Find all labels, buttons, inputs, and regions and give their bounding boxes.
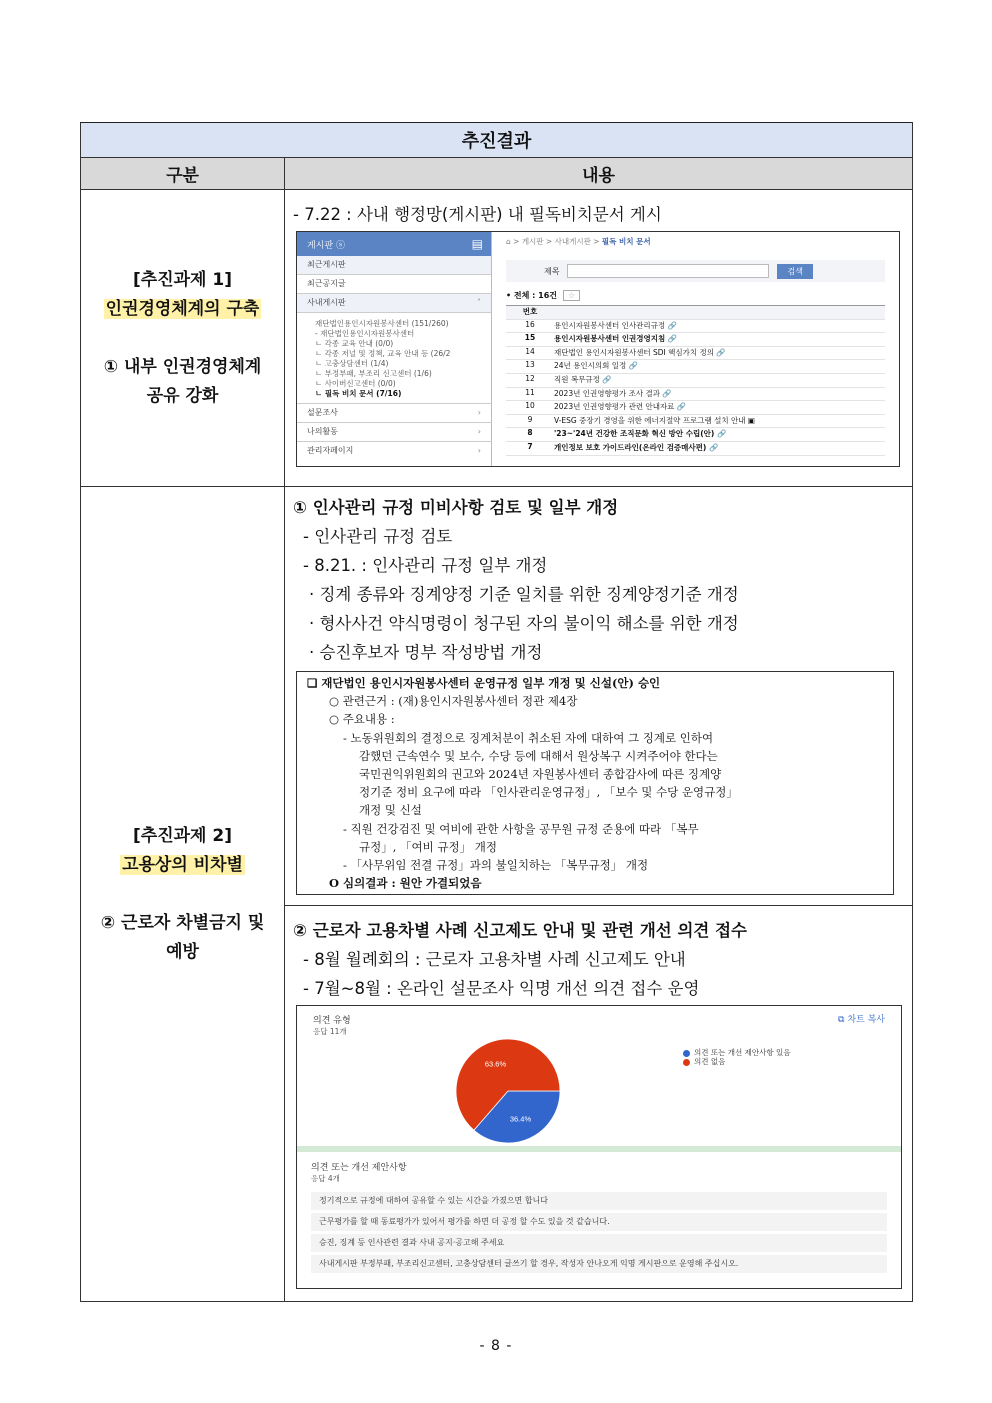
post-title[interactable]: 24년 용인시의회 일정 🔗 — [554, 360, 885, 374]
search-button[interactable]: 검색 — [777, 264, 812, 279]
task2-subtitle-1: ② 근로자 차별금지 및 — [100, 912, 265, 933]
table-row[interactable] — [506, 346, 885, 360]
results-table — [80, 122, 913, 1302]
board-sub-item[interactable]: ㄴ 부정부패, 부조리 신고센터 (1/6) — [315, 369, 432, 378]
post-num: 11 — [506, 387, 554, 401]
pie-slice-label: 63.6% — [484, 1059, 507, 1069]
breadcrumb — [506, 236, 885, 250]
survey-response-count: 응답 11개 — [313, 1027, 347, 1037]
task2-subtitle-2: 예방 — [166, 941, 199, 962]
copy-icon: ⧉ — [838, 1015, 845, 1026]
board-main — [492, 232, 899, 466]
board-side-title: 게시판 ⓢ — [307, 240, 345, 251]
answer-item: 사내게시판 부정부패, 부조리신고센터, 고충상담센터 글쓰기 할 경우, 작성자 안나오게 익명 게시판으로 운영해 주십시오. — [311, 1255, 887, 1273]
board-menu-internal-label: 사내게시판 — [307, 298, 346, 307]
bulletin-board-screenshot — [296, 231, 900, 467]
search-label: 제목 — [544, 266, 560, 276]
task2-category-cell — [81, 487, 285, 1302]
table-row[interactable] — [506, 428, 885, 442]
answer-item: 정기적으로 규정에 대하여 공유할 수 있는 시간을 가졌으면 합니다 — [311, 1192, 887, 1210]
task1-subtitle-1: ① 내부 인권경영체계 — [103, 356, 262, 377]
post-num: 7 — [506, 441, 554, 455]
regulation-line: ○ 관련근거 : (재)용인시자원봉사센터 정관 제4장 — [329, 694, 578, 709]
regulation-line: 감했던 근속연수 및 보수, 수당 등에 대해서 원상복구 시켜주어야 한다는 — [359, 748, 718, 763]
breadcrumb-current: 필독 비치 문서 — [601, 237, 651, 246]
post-title[interactable]: 개인정보 보호 가이드라인(온라인 검증매사편) 🔗 — [554, 441, 885, 455]
table-row[interactable] — [506, 373, 885, 387]
board-menu-survey-label: 설문조사 — [307, 408, 338, 417]
survey-screenshot — [296, 1005, 902, 1289]
board-sidebar — [297, 232, 492, 466]
survey-title: 의견 유형 — [313, 1016, 351, 1027]
answers-title: 의견 또는 개선 제안사항 — [311, 1163, 407, 1174]
post-num: 13 — [506, 360, 554, 374]
post-num: 15 — [506, 333, 554, 347]
post-list — [506, 305, 885, 456]
legend-dot-red — [683, 1059, 690, 1066]
legend-item — [683, 1057, 790, 1066]
regulation-line: 개정 및 신설 — [359, 803, 422, 818]
answer-item: 승진, 징계 등 인사관련 결과 사내 공지·공고해 주세요 — [311, 1234, 887, 1252]
post-title[interactable]: 직원 복무규정 🔗 — [554, 373, 885, 387]
chart-legend — [683, 1048, 790, 1066]
post-num: 8 — [506, 428, 554, 442]
post-title[interactable]: V-ESG 중장기 경영을 위한 에너지절약 프로그램 설치 안내 ▣ — [554, 414, 885, 428]
post-title[interactable]: 용인시자원봉사센터 인권경영지침 🔗 — [554, 333, 885, 347]
legend-label: 의견 또는 개선 제안사항 있음 — [694, 1048, 791, 1058]
part1-bullet: · 징계 종류와 징계양정 기준 일치를 위한 징계양정기준 개정 — [309, 585, 739, 604]
task1-subtitle-2: 공유 강화 — [146, 385, 219, 406]
pie-chart — [423, 1036, 593, 1146]
part1-heading: ① 인사관리 규정 미비사항 검토 및 일부 개정 — [293, 498, 619, 517]
board-sub-item[interactable]: 재단법인용인시자원봉사센터 (151/260) — [315, 319, 449, 328]
regulation-box — [296, 671, 894, 895]
search-bar — [506, 260, 885, 282]
post-num: 10 — [506, 401, 554, 415]
part1-line: - 8.21. : 인사관리 규정 일부 개정 — [303, 556, 548, 575]
part2-heading: ② 근로자 고용차별 사례 신고제도 안내 및 관련 개선 의견 접수 — [293, 921, 747, 941]
board-menu-notice[interactable]: 최근공지글 — [297, 275, 491, 294]
column-header-category: 구분 — [81, 158, 285, 190]
regulation-line: - 노동위원회의 결정으로 징계처분이 취소된 자에 대하여 그 징계로 인하여 — [343, 730, 714, 745]
board-sub-item[interactable]: ㄴ 고충상담센터 (1/4) — [315, 359, 389, 368]
legend-label: 의견 없음 — [694, 1057, 726, 1067]
post-count — [506, 290, 885, 301]
regulation-title: ❑ 재단법인 용인시자원봉사센터 운영규정 일부 개정 및 신설(안) 승인 — [307, 676, 661, 690]
copy-chart-label: 차트 복사 — [847, 1015, 885, 1026]
post-title[interactable]: 재단법인 용인시자원봉사센터 SDI 핵심가치 정의 🔗 — [554, 346, 885, 360]
board-menu-activity[interactable] — [297, 423, 491, 442]
regulation-line: 정기준 정비 요구에 따라 「인사관리운영규정」, 「보수 및 수당 운영규정」 — [359, 785, 738, 800]
board-sub-item[interactable]: - 재단법인용인시자원봉사센터 — [315, 329, 415, 338]
task1-title: 인권경영체계의 구축 — [105, 298, 260, 319]
chevron-right-icon: › — [477, 446, 481, 455]
table-row[interactable] — [506, 360, 885, 374]
table-title: 추진결과 — [81, 123, 913, 158]
search-input[interactable] — [567, 264, 769, 278]
table-row[interactable] — [506, 333, 885, 347]
part2-line: - 7월~8월 : 온라인 설문조사 익명 개선 의견 접수 운영 — [303, 979, 700, 999]
copy-chart-button[interactable] — [838, 1012, 885, 1025]
post-title[interactable]: 2023년 인권영향평가 조사 결과 🔗 — [554, 387, 885, 401]
post-title[interactable]: '23~'24년 건강한 조직문화 혁신 방안 수립(안) 🔗 — [554, 428, 885, 442]
board-sub-item[interactable]: ㄴ 사이버신고센터 (0/0) — [315, 379, 396, 388]
legend-dot-blue — [683, 1050, 690, 1057]
answer-item: 근무평가를 할 때 동료평가가 있어서 평가를 하면 더 공정 할 수도 있을 것 같습니다. — [311, 1213, 887, 1231]
table-row[interactable] — [506, 414, 885, 428]
task1-line: - 7.22 : 사내 행정망(게시판) 내 필독비치문서 게시 — [293, 205, 662, 224]
post-title[interactable]: 2023년 인권영향평가 관련 안내자료 🔗 — [554, 401, 885, 415]
regulation-line: - 직원 건강검진 및 여비에 관한 사항을 공무원 규정 준용에 따라 「복무 — [343, 821, 699, 836]
column-header-content: 내용 — [285, 158, 913, 190]
part1-bullet: · 형사사건 약식명령이 청구된 자의 불이익 해소를 위한 개정 — [309, 614, 739, 633]
regulation-line: - 「사무위임 전결 규정」과의 불일치하는 「복무규정」 개정 — [343, 858, 649, 873]
task1-category-cell — [81, 190, 285, 487]
part1-bullet: · 승진후보자 명부 작성방법 개정 — [309, 643, 543, 662]
post-num: 12 — [506, 373, 554, 387]
pie-slice-label: 36.4% — [509, 1114, 532, 1124]
board-icon: ▤ — [471, 237, 483, 251]
board-menu-internal[interactable] — [297, 294, 491, 313]
chevron-up-icon: ˄ — [477, 298, 481, 307]
page-number: - 8 - — [479, 1338, 513, 1354]
post-num: 16 — [506, 319, 554, 333]
board-sub-item[interactable]: ㄴ 각종 교육 안내 (0/0) — [315, 339, 394, 348]
regulation-line: 규정」, 「여비 규정」 개정 — [359, 839, 497, 854]
regulation-line: 국민권익위원회의 권고와 2024년 자원봉사센터 종합감사에 따른 징계양 — [359, 767, 722, 782]
post-list-header-num: 번호 — [506, 306, 554, 320]
answers-count: 응답 4개 — [311, 1174, 340, 1184]
board-menu-activity-label: 나의활동 — [307, 427, 338, 436]
board-menu-survey[interactable] — [297, 403, 491, 423]
board-menu-admin[interactable] — [297, 442, 491, 460]
post-title[interactable]: 용인시자원봉사센터 인사관리규정 🔗 — [554, 319, 885, 333]
part2-line: - 8월 월례회의 : 근로자 고용차별 사례 신고제도 안내 — [303, 950, 686, 970]
post-num: 9 — [506, 414, 554, 428]
part1-line: - 인사관리 규정 검토 — [303, 527, 453, 546]
table-row[interactable] — [506, 319, 885, 333]
regulation-line: ○ 주요내용 : — [329, 712, 395, 727]
task2-title: 고용상의 비차별 — [122, 854, 243, 875]
chevron-right-icon: › — [477, 427, 481, 436]
board-menu-admin-label: 관리자페이지 — [307, 446, 354, 455]
chevron-right-icon: › — [477, 408, 481, 417]
task2-label: [추진과제 2] — [133, 825, 232, 846]
task1-content-cell — [285, 190, 913, 487]
task2-content-cell — [285, 487, 913, 1302]
post-num: 14 — [506, 346, 554, 360]
board-sub-item-active[interactable]: ㄴ 필독 비치 문서 (7/16) — [315, 389, 402, 398]
breadcrumb-path: ⌂ > 게시판 > 사내게시판 > — [506, 237, 602, 246]
table-row[interactable] — [506, 387, 885, 401]
board-sub-item[interactable]: ㄴ 각종 저널 및 정책, 교육 안내 등 (26/2 — [315, 349, 451, 358]
star-icon[interactable]: ☆ — [563, 290, 580, 301]
board-menu-recent[interactable]: 최근게시판 — [297, 256, 491, 275]
table-row[interactable] — [506, 401, 885, 415]
table-row[interactable] — [506, 441, 885, 455]
task1-label: [추진과제 1] — [133, 269, 232, 290]
post-count-text: • 전체 : 16건 — [506, 291, 557, 300]
regulation-result: O 심의결과 : 원안 가결되었음 — [329, 876, 482, 891]
